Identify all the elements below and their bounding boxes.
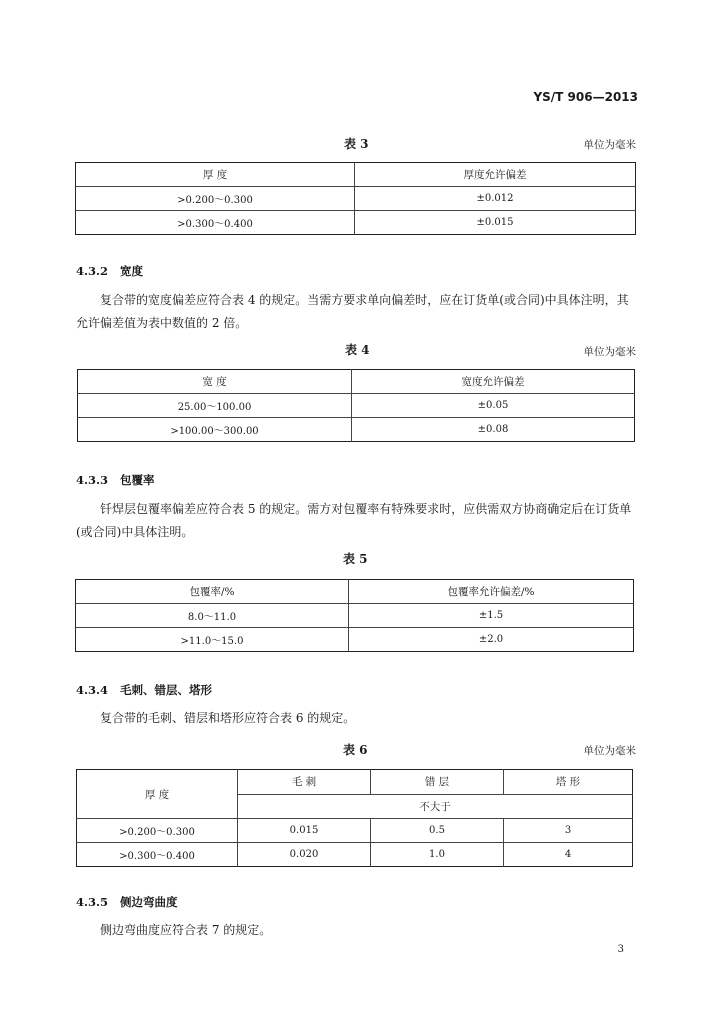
section-4-3-3-text: 钎焊层包覆率偏差应符合表 5 的规定。需方对包覆率有特殊要求时，应供需双方协商确定后在订货单(或合同)中具体注明。 [76,502,632,539]
table6-header-telescoping: 塔 形 [504,770,633,795]
table4-caption: 表 4 [345,343,370,357]
table4 [77,369,635,442]
table4-header-width: 宽 度 [78,370,352,394]
page-number: 3 [617,944,624,955]
table-row: >0.300～0.400 ±0.015 [76,211,636,235]
table4-unit: 单位为毫米 [583,346,636,358]
table6-header-layer-offset: 错 层 [371,770,504,795]
section-4-3-5-heading: 4.3.5 侧边弯曲度 [76,895,178,909]
table5-caption: 表 5 [343,552,368,566]
table3-unit: 单位为毫米 [583,139,636,151]
table5-header-tolerance: 包覆率允许偏差/% [349,580,634,604]
table5 [75,579,634,652]
table6 [76,769,633,867]
table6-header-thickness: 厚 度 [77,770,238,819]
table-row: >0.300～0.400 0.020 1.0 4 [77,843,633,867]
table5-header-cladding-ratio: 包覆率/% [76,580,349,604]
standard-code: YS/T 906—2013 [533,90,638,104]
table6-unit: 单位为毫米 [583,745,636,757]
section-4-3-5-text: 侧边弯曲度应符合表 7 的规定。 [100,923,272,937]
table3-header-thickness: 厚 度 [76,163,355,187]
section-4-3-4-text: 复合带的毛刺、错层和塔形应符合表 6 的规定。 [100,711,356,725]
table3-caption: 表 3 [344,137,369,151]
table6-caption: 表 6 [343,743,368,757]
section-4-3-2-text: 复合带的宽度偏差应符合表 4 的规定。当需方要求单向偏差时，应在订货单(或合同)中具体注明，其允许偏差值为表中数值的 2 倍。 [76,293,629,330]
table6-subheader-max: 不大于 [238,794,633,819]
table3-header-tolerance: 厚度允许偏差 [355,163,636,187]
table3 [75,162,636,235]
section-4-3-4-heading: 4.3.4 毛刺、错层、塔形 [76,683,213,697]
table-row: 8.0～11.0 ±1.5 [76,604,634,628]
section-4-3-2-heading: 4.3.2 宽度 [76,264,144,278]
table-row: >11.0～15.0 ±2.0 [76,628,634,652]
table4-header-tolerance: 宽度允许偏差 [352,370,635,394]
section-4-3-3-heading: 4.3.3 包覆率 [76,473,155,487]
table-row: >0.200～0.300 0.015 0.5 3 [77,819,633,843]
table-row: 25.00～100.00 ±0.05 [78,394,635,418]
table-row: >100.00～300.00 ±0.08 [78,418,635,442]
table-row: >0.200～0.300 ±0.012 [76,187,636,211]
table6-header-burr: 毛 刺 [238,770,371,795]
